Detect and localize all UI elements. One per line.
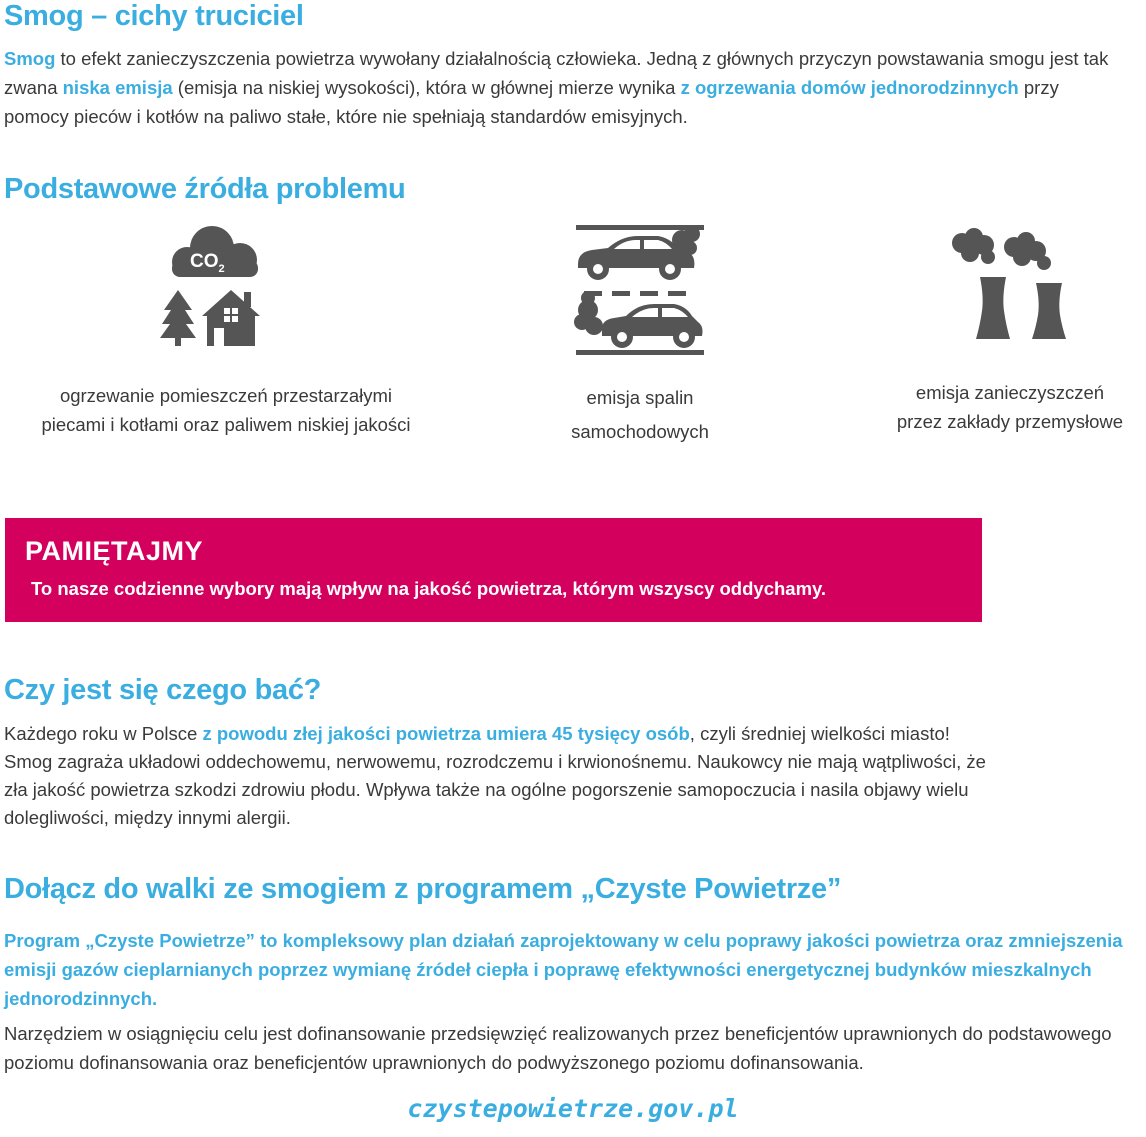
- source-label-line: ogrzewanie pomieszczeń przestarzałymi: [59, 385, 393, 406]
- smog-paragraph: [4, 44, 1124, 131]
- source-label-cars: [540, 381, 740, 449]
- source-label-line: przez zakłady przemysłowe: [896, 411, 1124, 432]
- website-link[interactable]: czystepowietrze.gov.pl: [407, 1094, 739, 1123]
- source-label-heating: [0, 381, 452, 439]
- car-exhaust-icon: [574, 222, 706, 358]
- smog-term: Smog: [4, 48, 56, 69]
- source-label-line: emisja zanieczyszczeń: [915, 382, 1105, 403]
- program-lead: Program „Czyste Powietrze” to kompleksowy plan działań zaprojektowany w celu poprawy jakości powietrza oraz zmniejszenia emisji gazów cieplarnianych poprzez wymianę źródeł ciepła i poprawę efektywności energetycznej budynków mieszkalnych jednorodzinnych.: [4, 930, 1123, 1009]
- smog-text-2: (emisja na niskiej wysokości), która w głównej mierze wynika: [172, 77, 681, 98]
- banner-title: PAMIĘTAJMY: [25, 536, 204, 566]
- remember-banner: [5, 518, 982, 622]
- heading-smog: Smog – cichy truciciel: [4, 0, 304, 32]
- co2-label: $CO_2$: [190, 251, 225, 275]
- source-label-industry: [860, 378, 1146, 436]
- low-emission-term: niska emisja: [62, 77, 173, 98]
- heating-homes-term: z ogrzewania domów jednorodzinnych: [680, 77, 1019, 98]
- heading-danger: Czy jest się czego bać?: [4, 674, 322, 706]
- danger-paragraph: [4, 720, 994, 832]
- smog-text-3: przy pomocy pieców i kotłów na paliwo stałe, które nie spełniają standardów emisyjnych.: [4, 77, 1059, 127]
- deaths-fact: z powodu złej jakości powietrza umiera 45 tysięcy osób: [202, 723, 690, 744]
- source-label-line: piecami i kotłami oraz paliwem niskiej jakości: [41, 414, 411, 435]
- smog-text-1: to efekt zanieczyszczenia powietrza wywołany działalnością człowieka. Jedną z głównych przyczyn powstawania smogu jest tak zwana: [4, 48, 1109, 98]
- heading-sources: Podstawowe źródła problemu: [4, 173, 406, 205]
- home-heating-co2-icon: [160, 222, 270, 352]
- program-paragraph: Narzędziem w osiągnięciu celu jest dofinansowanie przedsięwzięć realizowanych przez beneficjentów uprawnionych do podstawowego poziomu dofinansowania oraz beneficjentów uprawnionych do podwyższonego poziomu dofinansowania.: [4, 1023, 1112, 1073]
- factory-chimneys-icon: [948, 227, 1072, 341]
- source-label-line: emisja spalin: [586, 387, 694, 408]
- banner-text: To nasze codzienne wybory mają wpływ na jakość powietrza, którym wszyscy oddychamy.: [31, 578, 827, 599]
- source-label-line: samochodowych: [571, 421, 709, 442]
- heading-program: Dołącz do walki ze smogiem z programem „Czyste Powietrze”: [4, 873, 842, 905]
- danger-text-2: , czyli średniej wielkości miasto! Smog zagraża układowi oddechowemu, nerwowemu, rozrodczemu i krwionośnemu. Naukowcy nie mają wątpliwości, że zła jakość powietrza szkodzi zdrowiu płodu. Wpływa także na ogólne pogorszenie samopoczucia i nasila objawy wielu dolegliwości, między innymi alergii.: [4, 723, 986, 828]
- danger-text-1: Każdego roku w Polsce: [4, 723, 203, 744]
